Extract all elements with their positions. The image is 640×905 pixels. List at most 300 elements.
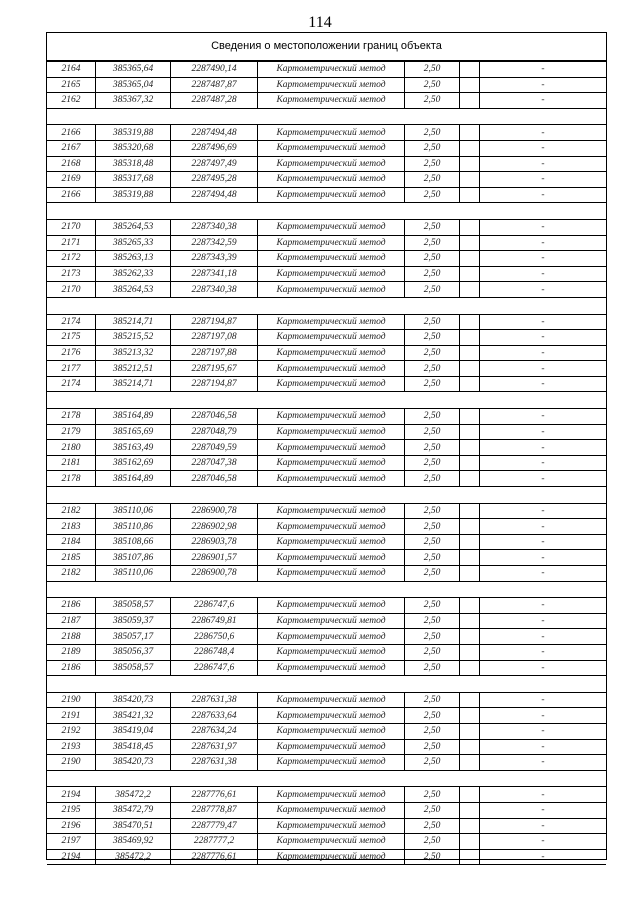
table-row [47,409,606,425]
point-number: 2177 [47,361,96,377]
precision: 2,50 [405,266,460,282]
table-row [47,376,606,392]
description: - [480,834,607,850]
description: - [480,376,607,392]
description: - [480,187,607,203]
table-row [47,755,606,771]
table-row [47,172,606,188]
coord-x: 385214,71 [96,376,171,392]
coord-y: 2287497,49 [171,156,258,172]
description: - [480,629,607,645]
coord-y: 2287631,97 [171,739,258,755]
table-row [47,251,606,267]
table-row [47,93,606,109]
method: Картометрический метод [258,345,405,361]
group-separator [47,771,606,787]
table-row [47,566,606,582]
coord-x: 385163,49 [96,440,171,456]
empty-cell [460,187,480,203]
point-number: 2190 [47,755,96,771]
coord-y: 2286749,81 [171,613,258,629]
point-number: 2196 [47,818,96,834]
group-separator [47,392,606,408]
group-separator [47,203,606,219]
table-row [47,455,606,471]
method: Картометрический метод [258,644,405,660]
precision: 2,50 [405,629,460,645]
coord-x: 385365,04 [96,77,171,93]
coord-y: 2287342,59 [171,235,258,251]
method: Картометрический метод [258,613,405,629]
coord-x: 385110,86 [96,519,171,535]
coord-x: 385057,17 [96,629,171,645]
table-row [47,739,606,755]
coord-y: 2287495,28 [171,172,258,188]
point-number: 2166 [47,125,96,141]
precision: 2,50 [405,613,460,629]
description: - [480,503,607,519]
empty-cell [460,723,480,739]
point-number: 2195 [47,802,96,818]
coord-x: 385165,69 [96,424,171,440]
point-number: 2165 [47,77,96,93]
coord-y: 2287496,69 [171,140,258,156]
coord-y: 2287490,14 [171,62,258,78]
point-number: 2181 [47,455,96,471]
point-number: 2185 [47,550,96,566]
empty-cell [460,77,480,93]
method: Картометрический метод [258,755,405,771]
table-row [47,723,606,739]
point-groups [47,61,606,865]
empty-cell [460,361,480,377]
table-row [47,802,606,818]
precision: 2,50 [405,550,460,566]
coord-x: 385215,52 [96,330,171,346]
point-number: 2194 [47,787,96,803]
point-number: 2182 [47,503,96,519]
coord-y: 2286747,6 [171,598,258,614]
precision: 2,50 [405,156,460,172]
table-row [47,345,606,361]
empty-cell [460,787,480,803]
point-number: 2187 [47,613,96,629]
empty-cell [460,156,480,172]
method: Картометрический метод [258,251,405,267]
precision: 2,50 [405,314,460,330]
table-row [47,219,606,235]
method: Картометрический метод [258,739,405,755]
coord-x: 385110,06 [96,566,171,582]
table-row [47,692,606,708]
coord-x: 385419,04 [96,723,171,739]
coord-y: 2287494,48 [171,125,258,141]
description: - [480,172,607,188]
description: - [480,613,607,629]
precision: 2,50 [405,282,460,298]
point-number: 2175 [47,330,96,346]
precision: 2,50 [405,692,460,708]
description: - [480,282,607,298]
description: - [480,644,607,660]
coord-y: 2287777,2 [171,834,258,850]
coord-y: 2286748,4 [171,644,258,660]
point-group [47,597,606,676]
coord-y: 2287487,87 [171,77,258,93]
precision: 2,50 [405,140,460,156]
point-number: 2186 [47,660,96,676]
method: Картометрический метод [258,187,405,203]
coord-y: 2287046,58 [171,471,258,487]
point-number: 2184 [47,534,96,550]
coord-y: 2287778,87 [171,802,258,818]
empty-cell [460,251,480,267]
table-row [47,503,606,519]
description: - [480,660,607,676]
method: Картометрический метод [258,692,405,708]
coord-x: 385058,57 [96,598,171,614]
coord-x: 385318,48 [96,156,171,172]
point-number: 2174 [47,314,96,330]
point-number: 2170 [47,219,96,235]
description: - [480,219,607,235]
precision: 2,50 [405,345,460,361]
description: - [480,534,607,550]
description: - [480,550,607,566]
precision: 2,50 [405,471,460,487]
coord-y: 2287494,48 [171,187,258,203]
coord-y: 2287194,87 [171,376,258,392]
coord-x: 385365,64 [96,62,171,78]
precision: 2,50 [405,534,460,550]
coord-x: 385418,45 [96,739,171,755]
table-row [47,519,606,535]
coord-x: 385262,33 [96,266,171,282]
point-number: 2197 [47,834,96,850]
description: - [480,361,607,377]
empty-cell [460,503,480,519]
point-group [47,692,606,771]
coord-y: 2286747,6 [171,660,258,676]
precision: 2,50 [405,834,460,850]
description: - [480,440,607,456]
point-number: 2193 [47,739,96,755]
table-row [47,314,606,330]
empty-cell [460,376,480,392]
empty-cell [460,235,480,251]
method: Картометрический метод [258,834,405,850]
point-number: 2174 [47,376,96,392]
point-number: 2191 [47,708,96,724]
description: - [480,598,607,614]
empty-cell [460,125,480,141]
method: Картометрический метод [258,330,405,346]
point-number: 2188 [47,629,96,645]
coord-y: 2287779,47 [171,818,258,834]
point-number: 2178 [47,409,96,425]
empty-cell [460,282,480,298]
coord-y: 2287343,39 [171,251,258,267]
precision: 2,50 [405,739,460,755]
empty-cell [460,219,480,235]
precision: 2,50 [405,660,460,676]
method: Картометрический метод [258,409,405,425]
empty-cell [460,440,480,456]
point-number: 2178 [47,471,96,487]
coord-x: 385320,68 [96,140,171,156]
description: - [480,802,607,818]
empty-cell [460,849,480,865]
empty-cell [460,834,480,850]
point-number: 2194 [47,849,96,865]
description: - [480,455,607,471]
precision: 2,50 [405,235,460,251]
method: Картометрический метод [258,550,405,566]
table-row [47,534,606,550]
empty-cell [460,266,480,282]
point-group [47,124,606,203]
description: - [480,77,607,93]
empty-cell [460,534,480,550]
coord-x: 385469,92 [96,834,171,850]
precision: 2,50 [405,519,460,535]
coord-x: 385110,06 [96,503,171,519]
method: Картометрический метод [258,455,405,471]
precision: 2,50 [405,503,460,519]
coord-y: 2287047,38 [171,455,258,471]
table-row [47,849,606,865]
empty-cell [460,708,480,724]
method: Картометрический метод [258,156,405,172]
method: Картометрический метод [258,818,405,834]
point-number: 2173 [47,266,96,282]
coord-x: 385472,2 [96,849,171,865]
coord-x: 385108,66 [96,534,171,550]
precision: 2,50 [405,187,460,203]
coord-x: 385263,13 [96,251,171,267]
method: Картометрический метод [258,266,405,282]
table-row [47,156,606,172]
description: - [480,723,607,739]
table-row [47,62,606,78]
table-row [47,125,606,141]
empty-cell [460,629,480,645]
empty-cell [460,818,480,834]
table-row [47,140,606,156]
precision: 2,50 [405,424,460,440]
empty-cell [460,424,480,440]
description: - [480,345,607,361]
description: - [480,125,607,141]
table-row [47,834,606,850]
coord-x: 385420,73 [96,692,171,708]
precision: 2,50 [405,818,460,834]
empty-cell [460,172,480,188]
description: - [480,235,607,251]
coord-x: 385162,69 [96,455,171,471]
coord-y: 2287195,67 [171,361,258,377]
coord-y: 2287631,38 [171,755,258,771]
group-separator [47,676,606,692]
point-group [47,314,606,393]
point-group [47,786,606,865]
empty-cell [460,455,480,471]
method: Картометрический метод [258,598,405,614]
method: Картометрический метод [258,140,405,156]
coord-x: 385264,53 [96,219,171,235]
description: - [480,787,607,803]
precision: 2,50 [405,251,460,267]
point-number: 2168 [47,156,96,172]
empty-cell [460,660,480,676]
point-group [47,219,606,298]
coord-x: 385058,57 [96,660,171,676]
method: Картометрический метод [258,802,405,818]
description: - [480,266,607,282]
method: Картометрический метод [258,629,405,645]
coord-x: 385420,73 [96,755,171,771]
precision: 2,50 [405,62,460,78]
coord-y: 2287776,61 [171,787,258,803]
coord-y: 2287340,38 [171,219,258,235]
coord-x: 385472,79 [96,802,171,818]
empty-cell [460,140,480,156]
coord-y: 2287048,79 [171,424,258,440]
point-number: 2189 [47,644,96,660]
point-number: 2186 [47,598,96,614]
precision: 2,50 [405,219,460,235]
boundary-info-table [46,32,607,860]
point-number: 2162 [47,93,96,109]
method: Картометрический метод [258,93,405,109]
precision: 2,50 [405,802,460,818]
method: Картометрический метод [258,219,405,235]
method: Картометрический метод [258,282,405,298]
method: Картометрический метод [258,660,405,676]
method: Картометрический метод [258,172,405,188]
table-row [47,660,606,676]
precision: 2,50 [405,644,460,660]
table-row [47,361,606,377]
empty-cell [460,644,480,660]
point-number: 2179 [47,424,96,440]
empty-cell [460,519,480,535]
table-row [47,187,606,203]
empty-cell [460,345,480,361]
coord-x: 385213,32 [96,345,171,361]
precision: 2,50 [405,849,460,865]
description: - [480,251,607,267]
empty-cell [460,566,480,582]
point-number: 2164 [47,62,96,78]
method: Картометрический метод [258,503,405,519]
precision: 2,50 [405,708,460,724]
description: - [480,93,607,109]
method: Картометрический метод [258,849,405,865]
point-number: 2180 [47,440,96,456]
coord-y: 2286903,78 [171,534,258,550]
precision: 2,50 [405,440,460,456]
table-title: Сведения о местоположении границ объекта [47,33,606,61]
precision: 2,50 [405,172,460,188]
coord-y: 2287046,58 [171,409,258,425]
description: - [480,424,607,440]
description: - [480,471,607,487]
group-separator [47,487,606,503]
coord-y: 2286901,57 [171,550,258,566]
precision: 2,50 [405,787,460,803]
precision: 2,50 [405,361,460,377]
point-number: 2192 [47,723,96,739]
page-number: 114 [308,14,332,31]
point-number: 2176 [47,345,96,361]
method: Картометрический метод [258,125,405,141]
description: - [480,140,607,156]
empty-cell [460,62,480,78]
empty-cell [460,598,480,614]
description: - [480,519,607,535]
coord-y: 2287194,87 [171,314,258,330]
coord-x: 385265,33 [96,235,171,251]
point-number: 2182 [47,566,96,582]
precision: 2,50 [405,125,460,141]
coord-x: 385214,71 [96,314,171,330]
description: - [480,818,607,834]
table-row [47,629,606,645]
description: - [480,708,607,724]
precision: 2,50 [405,455,460,471]
coord-x: 385319,88 [96,125,171,141]
coord-x: 385164,89 [96,471,171,487]
group-separator [47,298,606,314]
group-separator [47,109,606,125]
description: - [480,62,607,78]
coord-y: 2287633,64 [171,708,258,724]
point-number: 2167 [47,140,96,156]
precision: 2,50 [405,566,460,582]
coord-x: 385319,88 [96,187,171,203]
table-row [47,266,606,282]
coord-y: 2287487,28 [171,93,258,109]
group-separator [47,582,606,598]
point-number: 2171 [47,235,96,251]
empty-cell [460,692,480,708]
precision: 2,50 [405,93,460,109]
table-row [47,708,606,724]
point-number: 2170 [47,282,96,298]
table-row [47,550,606,566]
empty-cell [460,802,480,818]
method: Картометрический метод [258,77,405,93]
empty-cell [460,550,480,566]
point-number: 2172 [47,251,96,267]
description: - [480,849,607,865]
coord-x: 385367,32 [96,93,171,109]
coord-x: 385472,2 [96,787,171,803]
coord-y: 2287340,38 [171,282,258,298]
coord-y: 2287631,38 [171,692,258,708]
method: Картометрический метод [258,471,405,487]
coord-y: 2286900,78 [171,566,258,582]
method: Картометрический метод [258,534,405,550]
method: Картометрический метод [258,787,405,803]
method: Картометрический метод [258,62,405,78]
empty-cell [460,755,480,771]
method: Картометрический метод [258,708,405,724]
coord-x: 385056,37 [96,644,171,660]
description: - [480,692,607,708]
empty-cell [460,330,480,346]
